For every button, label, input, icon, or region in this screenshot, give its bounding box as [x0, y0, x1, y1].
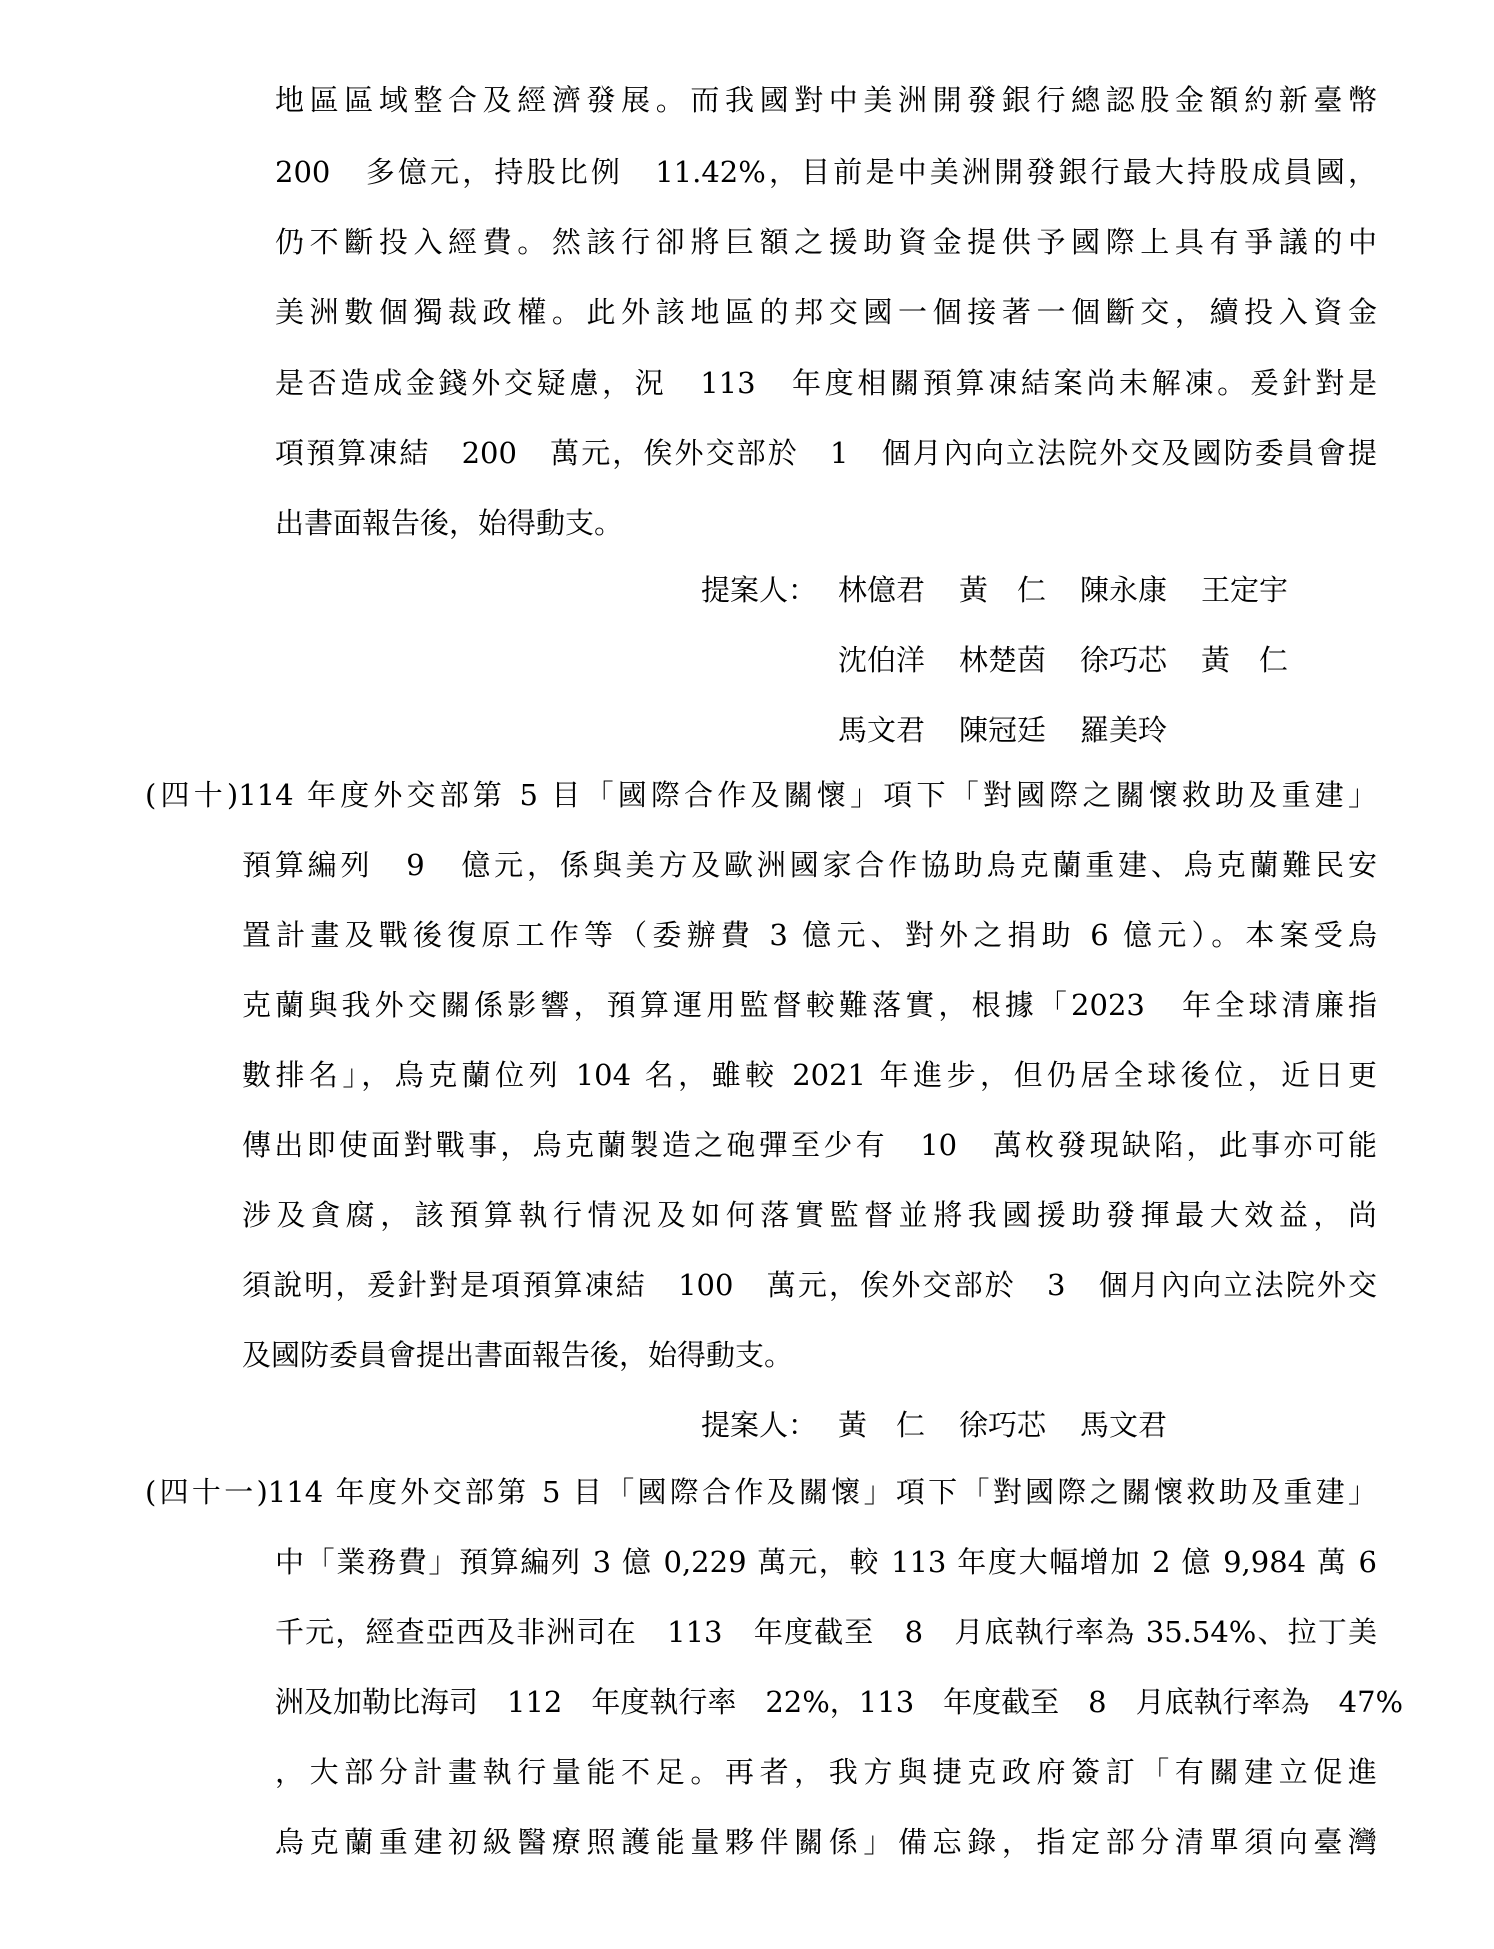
proposer-name: 羅美玲: [1080, 713, 1168, 747]
item-line: 須說明，爰針對是項預算凍結 100 萬元，俟外交部於 3 個月內向立法院外交: [242, 1268, 1377, 1302]
proposer-name: 陳永康: [1080, 573, 1168, 607]
proposer-names-row: [838, 570, 1322, 610]
proposer-name: 沈伯洋: [838, 643, 926, 677]
proposer-name: 徐巧芯: [959, 1408, 1047, 1442]
item-line: 置計畫及戰後復原工作等（委辦費 3 億元、對外之捐助 6 億元）。本案受烏: [242, 918, 1377, 952]
item-line: 及國防委員會提出書面報告後，始得動支。: [242, 1338, 794, 1372]
proposer-name: 馬文君: [838, 713, 926, 747]
proposer-names-row: [838, 1405, 1201, 1445]
paragraph-line: 出書面報告後，始得動支。: [275, 506, 624, 540]
item-line: ，大部分計畫執行量能不足。再者，我方與捷克政府簽訂「有關建立促進: [275, 1755, 1377, 1789]
item-line: 預算編列 9 億元，係與美方及歐洲國家合作協助烏克蘭重建、烏克蘭難民安: [242, 848, 1377, 882]
proposer-names-row: [838, 710, 1201, 750]
proposer-name: 徐巧芯: [1080, 643, 1168, 677]
item-line: 傳出即使面對戰事，烏克蘭製造之砲彈至少有 10 萬枚發現缺陷，此事亦可能: [242, 1128, 1377, 1162]
paragraph-line: 200 多億元，持股比例 11.42%，目前是中美洲開發銀行最大持股成員國，: [275, 155, 1377, 189]
proposer-name: 林楚茵: [959, 643, 1047, 677]
proposer-name: 黃 仁: [1201, 643, 1289, 677]
proposers-label: 提案人：: [701, 573, 818, 607]
paragraph-line: 美洲數個獨裁政權。此外該地區的邦交國一個接著一個斷交，續投入資金: [275, 295, 1377, 329]
item-line: 克蘭與我外交關係影響，預算運用監督較難落實，根據「2023 年全球清廉指: [242, 988, 1377, 1022]
proposer-name: 王定宇: [1201, 573, 1289, 607]
paragraph-line: 仍不斷投入經費。然該行卻將巨額之援助資金提供予國際上具有爭議的中: [275, 225, 1377, 259]
proposers-label: 提案人：: [701, 1408, 818, 1442]
item-line: 烏克蘭重建初級醫療照護能量夥伴關係」備忘錄，指定部分清單須向臺灣: [275, 1825, 1377, 1859]
proposer-name: 林億君: [838, 573, 926, 607]
paragraph-line: 地區區域整合及經濟發展。而我國對中美洲開發銀行總認股金額約新臺幣: [275, 83, 1377, 117]
item-line: 洲及加勒比海司 112 年度執行率 22%，113 年度截至 8 月底執行率為 47%: [275, 1685, 1404, 1719]
proposer-name: 陳冠廷: [959, 713, 1047, 747]
item-line: 千元，經查亞西及非洲司在 113 年度截至 8 月底執行率為 35.54%、拉丁美: [275, 1615, 1377, 1649]
paragraph-line: 是否造成金錢外交疑慮，況 113 年度相關預算凍結案尚未解凍。爰針對是: [275, 366, 1377, 400]
item-header: (四十)114 年度外交部第 5 目「國際合作及關懷」項下「對國際之關懷救助及重建」: [145, 778, 1377, 812]
proposer-name: 黃 仁: [838, 1408, 926, 1442]
item-line: 涉及貪腐，該預算執行情況及如何落實監督並將我國援助發揮最大效益，尚: [242, 1198, 1377, 1232]
proposer-name: 馬文君: [1080, 1408, 1168, 1442]
item-line: 數排名」，烏克蘭位列 104 名，雖較 2021 年進步，但仍居全球後位，近日更: [242, 1058, 1377, 1092]
paragraph-line: 項預算凍結 200 萬元，俟外交部於 1 個月內向立法院外交及國防委員會提: [275, 436, 1377, 470]
proposer-names-row: [838, 640, 1322, 680]
proposer-name: 黃 仁: [959, 573, 1047, 607]
item-line: 中「業務費」預算編列 3 億 0,229 萬元，較 113 年度大幅增加 2 億 9,984 萬 6: [275, 1545, 1377, 1579]
item-header: (四十一)114 年度外交部第 5 目「國際合作及關懷」項下「對國際之關懷救助及重建」: [145, 1475, 1377, 1509]
